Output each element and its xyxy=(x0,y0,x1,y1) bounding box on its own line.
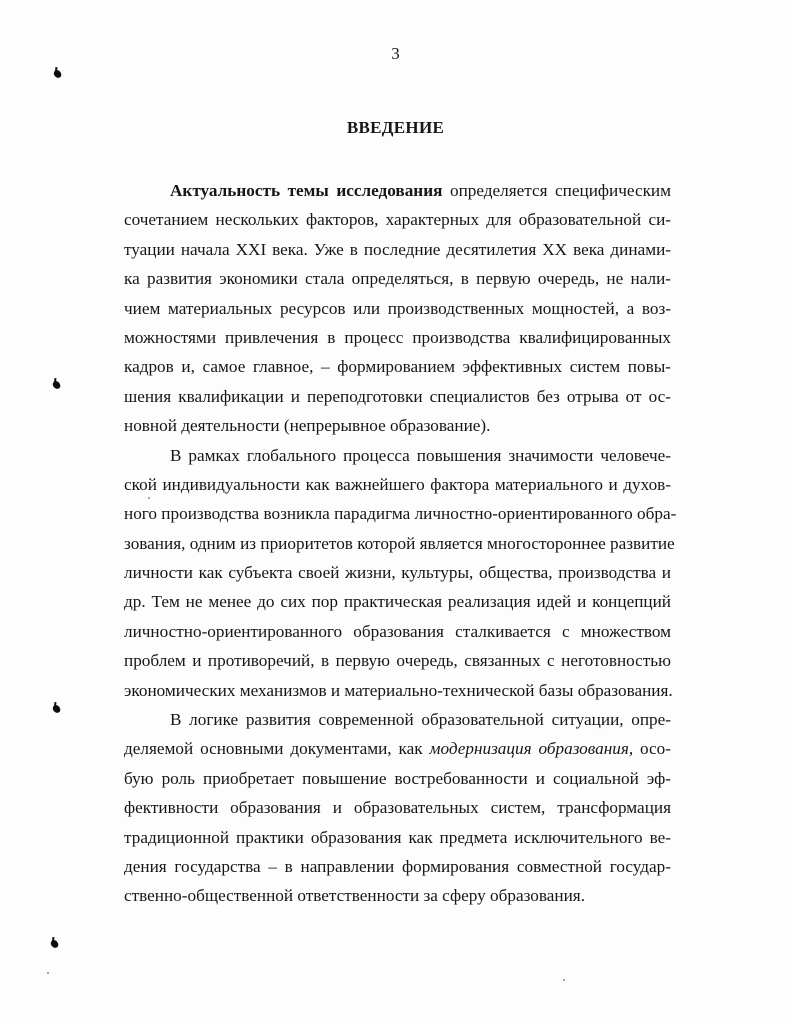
text-line: можностями привлечения в процесс производства квалифицированных xyxy=(124,327,671,347)
text-line: ка развития экономики стала определяться, в первую очередь, не нали- xyxy=(124,269,671,289)
text-line: ской индивидуальности как важнейшего фактора материального и духов- xyxy=(124,474,671,494)
body-text xyxy=(124,176,677,911)
text-line: фективности образования и образовательных систем, трансформация xyxy=(124,798,671,818)
text-line: В рамках глобального процесса повышения значимости человече- xyxy=(170,445,671,465)
section-heading: ВВЕДЕНИЕ xyxy=(346,118,445,137)
text-line: др. Тем не менее до сих пор практическая реализация идей и концепций xyxy=(124,592,671,612)
text-line: бую роль приобретает повышение востребованности и социальной эф- xyxy=(124,768,671,788)
scan-speck xyxy=(47,972,49,974)
scan-speck xyxy=(563,979,565,981)
text-line xyxy=(124,176,671,205)
binding-hole-mark xyxy=(52,380,61,390)
lead-term: Актуальность темы исследования xyxy=(170,181,443,200)
text-line: туации начала XXI века. Уже в последние десятилетия XX века динами- xyxy=(124,239,671,259)
text-line: сочетанием нескольких факторов, характерных для образовательной си- xyxy=(124,210,671,230)
text-line: дения государства – в направлении формирования совместной государ- xyxy=(124,856,671,876)
text-line xyxy=(124,734,671,763)
text-line: личностно-ориентированного образования сталкивается с множеством xyxy=(124,621,671,641)
text-line: экономических механизмов и материально-технической базы образования. xyxy=(124,680,673,700)
page-number: 3 xyxy=(391,44,400,63)
text-line: В логике развития современной образовательной ситуации, опре- xyxy=(170,710,671,730)
line-text: определяется специфическим xyxy=(442,181,671,200)
emphasized-term: модернизация образования xyxy=(429,739,629,759)
text-line: чием материальных ресурсов или производственных мощностей, а воз- xyxy=(124,298,671,318)
text-line: новной деятельности (непрерывное образование). xyxy=(124,416,491,436)
text-line: проблем и противоречий, в первую очередь, связанных с неготовностью xyxy=(124,651,671,671)
text-line: личности как субъекта своей жизни, культуры, общества, производства и xyxy=(124,563,671,583)
binding-hole-mark xyxy=(53,69,62,79)
line-text: , осо- xyxy=(628,739,671,759)
line-text: деляемой основными документами, как xyxy=(124,739,430,759)
text-line: шения квалификации и переподготовки специалистов без отрыва от ос- xyxy=(124,386,671,406)
text-line: ственно-общественной ответственности за сферу образования. xyxy=(124,886,586,906)
text-line: кадров и, самое главное, – формированием эффективных систем повы- xyxy=(124,357,671,377)
binding-hole-mark xyxy=(50,939,59,949)
text-line: ного производства возникла парадигма личностно-ориентированного обра- xyxy=(124,504,677,524)
text-line: традиционной практики образования как предмета исключительного ве- xyxy=(124,827,671,847)
text-line: зования, одним из приоритетов которой является многостороннее развитие xyxy=(124,533,675,553)
binding-hole-mark xyxy=(52,704,61,714)
